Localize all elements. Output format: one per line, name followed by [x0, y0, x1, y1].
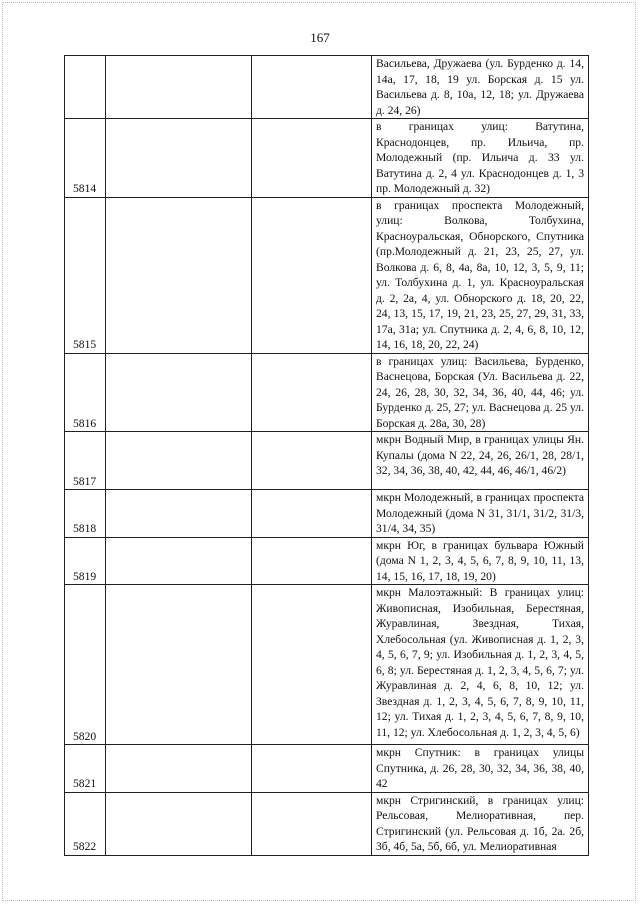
table-row: [65, 197, 589, 353]
table-row: [65, 585, 589, 745]
station-number: 5814: [65, 119, 106, 198]
station-number: 5815: [65, 197, 106, 353]
station-number: 5819: [65, 537, 106, 585]
polling-station-table: [64, 55, 589, 856]
station-boundaries: мкрн Стригинский, в границах улиц: Рельсовая, Мелиоративная, пер. Стригинский (ул. Рельсовая д. 1б, 2а. 2б, 3б, 4б, 5а, 5б, 6б, ул. Мелиоративная: [372, 792, 589, 855]
table-row: [65, 56, 589, 119]
empty-cell: [106, 197, 252, 353]
table-row: [65, 792, 589, 855]
station-boundaries: мкрн Спутник: в границах улицы Спутника, д. 26, 28, 30, 32, 34, 36, 38, 40, 42: [372, 745, 589, 793]
station-number: 5818: [65, 490, 106, 538]
station-number: [65, 56, 106, 119]
empty-cell: [252, 197, 372, 353]
station-boundaries: в границах проспекта Молодежный, улиц: Волкова, Толбухина, Красноуральская, Обнорского, Спутника (пр.Молодежный д. 21, 23, 25, 27, ул. Волкова д. 6, 8, 4а, 8а, 10, 12, 3, 5, 9, 11; ул. Толбухина д. 1, ул. Красноуральская д. 2, 2а, 4, ул. Обнорского д. 18, 20, 22, 24, 13, 15, 17, 19, 21, 23, 25, 27, 29, 31, 33, 17а, 31а; ул. Спутника д. 2, 4, 6, 8, 10, 12, 14, 16, 18, 20, 22, 24): [372, 197, 589, 353]
empty-cell: [106, 792, 252, 855]
empty-cell: [106, 119, 252, 198]
table-row: [65, 745, 589, 793]
empty-cell: [106, 432, 252, 490]
empty-cell: [252, 792, 372, 855]
empty-cell: [252, 537, 372, 585]
table-row: [65, 353, 589, 432]
empty-cell: [252, 119, 372, 198]
station-boundaries: мкрн Малоэтажный: В границах улиц: Живописная, Изобильная, Берестяная, Журавлиная, Звездная, Тихая, Хлебосольная (ул. Живописная д. 1, 2, 3, 4, 5, 6, 7, 9; ул. Изобильная д. 1, 2, 3, 4, 5, 6, 8; ул. Берестяная д. 1, 2, 3, 4, 5, 6, 7; ул. Журавлиная д. 2, 4, 6, 8, 10, 12; ул. Звездная д. 1, 2, 3, 4, 5, 6, 7, 8, 9, 10, 11, 12; ул. Тихая д. 1, 2, 3, 4, 5, 6, 7, 8, 9, 10, 11, 12; ул. Хлебосольная д. 1, 2, 3, 4, 5, 6): [372, 585, 589, 745]
empty-cell: [106, 56, 252, 119]
station-number: 5816: [65, 353, 106, 432]
station-boundaries: Васильева, Дружаева (ул. Бурденко д. 14, 14а, 17, 18, 19 ул. Борская д. 15 ул. Васильева д. 8, 10а, 12, 18; ул. Дружаева д. 24, 26): [372, 56, 589, 119]
page-number: 167: [310, 30, 330, 45]
table-row: [65, 490, 589, 538]
empty-cell: [106, 537, 252, 585]
station-boundaries: мкрн Молодежный, в границах проспекта Молодежный (дома N 31, 31/1, 31/2, 31/3, 31/4, 34, 35): [372, 490, 589, 538]
table-row: [65, 432, 589, 490]
empty-cell: [252, 56, 372, 119]
table-row: [65, 119, 589, 198]
empty-cell: [252, 353, 372, 432]
empty-cell: [252, 585, 372, 745]
empty-cell: [106, 490, 252, 538]
station-number: 5817: [65, 432, 106, 490]
station-number: 5821: [65, 745, 106, 793]
station-boundaries: в границах улиц: Ватутина, Краснодонцев, пр. Ильича, пр. Молодежный (пр. Ильича д. 33 ул. Ватутина д. 2, 4 ул. Краснодонцев д. 1, 3 пр. Молодежный д. 32): [372, 119, 589, 198]
empty-cell: [106, 745, 252, 793]
empty-cell: [252, 490, 372, 538]
station-number: 5820: [65, 585, 106, 745]
station-boundaries: мкрн Водный Мир, в границах улицы Ян. Купалы (дома N 22, 24, 26, 26/1, 28, 28/1, 32, 34, 36, 38, 40, 42, 44, 46, 46/1, 46/2): [372, 432, 589, 490]
empty-cell: [106, 353, 252, 432]
empty-cell: [106, 585, 252, 745]
station-boundaries: в границах улиц: Васильева, Бурденко, Васнецова, Борская (Ул. Васильева д. 22, 24, 26, 28, 30, 32, 34, 36, 40, 44, 46; ул. Бурденко д. 25, 27; ул. Васнецова д. 25 ул. Борская д. 28а, 30, 28): [372, 353, 589, 432]
table-row: [65, 537, 589, 585]
station-number: 5822: [65, 792, 106, 855]
station-boundaries: мкрн Юг, в границах бульвара Южный (дома N 1, 2, 3, 4, 5, 6, 7, 8, 9, 10, 11, 13, 14, 15, 16, 17, 18, 19, 20): [372, 537, 589, 585]
empty-cell: [252, 745, 372, 793]
empty-cell: [252, 432, 372, 490]
